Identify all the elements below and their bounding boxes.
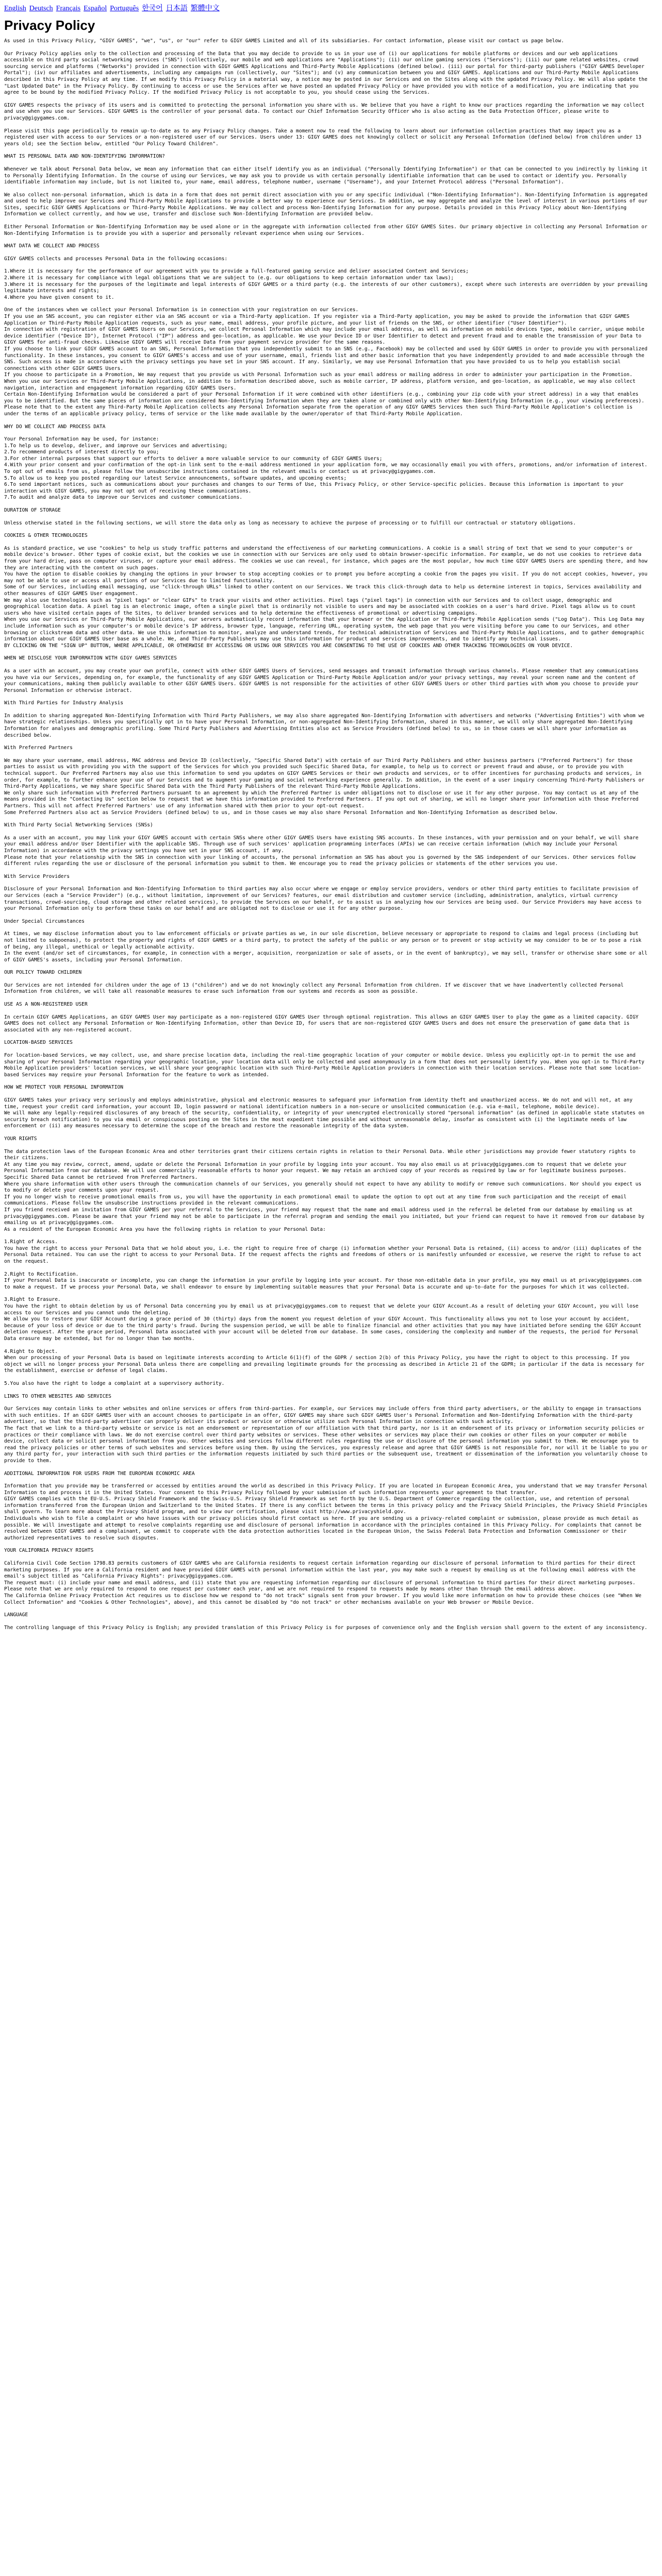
section-heading: USE AS A NON-REGISTERED USER — [4, 1002, 88, 1008]
policy-section — [4, 243, 650, 417]
section-paragraph: At times, we may disclose information about you to law enforcement officials or private parties as we, in our sole discretion, believe necessary or appropriate to respond to claims and legal process (including but not limited to subpoenas), to protect the property and rights of GIGY GAMES or a third party, to protect the safety of the public or any person or to prevent or stop activity we may consider to be or to pose a risk of being, any illegal, unethical or legally actionable activity. In the event (and/or set of circumstances, for example, in connection with a merger, acquisition, reorganization or sale of assets, or in the event of bankruptcy), we may sell, transfer or otherwise share some or all of GIGY GAMES's assets, including your Personal Information. — [4, 931, 648, 963]
section-heading: YOUR CALIFORNIA PRIVACY RIGHTS — [4, 1548, 94, 1554]
section-paragraph: As used in this Privacy Policy, "GIGY GAMES", "we", "us", or "our" refer to GIGY GAMES Limited and all of its subsidiaries. For contact information, please visit our contact us page below. — [4, 38, 564, 44]
policy-section — [4, 1471, 650, 1542]
section-heading: HOW WE PROTECT YOUR PERSONAL INFORMATION — [4, 1084, 124, 1091]
section-paragraph: The controlling language of this Privacy Policy is English; any provided translation of this Privacy Policy is for purposes of convenience only and the English version shall govern to the extent of any inconsistency. — [4, 1624, 648, 1631]
language-selector — [4, 4, 650, 13]
section-heading: With Third Party Social Networking Services (SNSs) — [4, 822, 153, 828]
section-heading: LOCATION-BASED SERVICES — [4, 1040, 73, 1046]
policy-section — [4, 507, 650, 527]
language-link[interactable]: 日本語 — [166, 5, 188, 12]
policy-section — [4, 1612, 650, 1631]
section-heading: COOKIES & OTHER TECHNOLOGIES — [4, 533, 88, 539]
section-paragraph: Your Personal Information may be used, for instance: 1.To help us to develop, deliver, and improve our Services and advertising; 2.To recommend products of interest directly to you; 3.For other internal purposes that support our efforts to deliver a more valuable service to our community of GIGY GAMES Users; 4.With your prior consent and your confirmation of the opt-in link sent to the e-mail address mentioned in your application form, we may occasionally email you with offers, promotions, and/or information of interest. To opt out of emails from us, please follow the unsubscribe instructions contained in the relevant emails or contact us at privacy@gigygames.com. 5.To allow us to keep you posted regarding our latest Service announcements, software updates, and upcoming events; 6.To send important notices, such as communications about your purchases and changes to our Terms of Use, this Privacy Policy, or other Service-specific policies. Because this information is important to your interaction with GIGY GAMES, you may not opt out of receiving these communications. 7.To audit and analyze data to improve our Services and customer communications. — [4, 436, 648, 501]
section-paragraph: As is standard practice, we use "cookies" to help us study traffic patterns and understand the effectiveness of our marketing communications. A cookie is a small string of text that we send to your computer's or mobile device's browser. Other types of cookie exist, but the cookies we use in connection with our Services are only used to obtain browser-specific information. For example, we do not use cookies to retrieve data from your hard drive, pass on computer viruses, or capture your email address. The cookies we use can reveal, for instance, which pages are the most popular, how much time GIGY GAMES Users are spending there, and how they are interacting with the content on such pages. You have the option to disable cookies by changing the options in your browser to stop accepting cookies or to prompt you before accepting a cookie from the pages you visit. If you do not accept cookies, however, you may not be able to use or access all portions of our Services due to limited functionality. Some of our Services, including email messaging, use "click-through URLs" linked to other content on our Services. We track this click-through data to help us determine interest in topics, Services availability and other measures of GIGY GAMES User engagement. We may also use technologies such as "pixel tags" or "clear GIFs" to track your visits and other activities. Pixel tags ("pixel tags") in connection with our Services and to collect usage, demographic and geographical location data. A pixel tag is an electronic image, often a single pixel that is ordinarily not visible to users and may be associated with cookies on a user's hard drive. Pixel tags allow us to count users who have visited certain pages of the Sites, to deliver branded services and to help determine the effectiveness of promotional or advertising campaigns. When you use our Services or Third-Party Mobile Applications, our servers automatically record information that your browser or the Application or Third-Party Mobile Application sends ("Log Data"). This Log Data may include information such as your computer's or mobile device's IP address, browser type, language, referring URL, operating system, the web page that you were visiting before you came to our Services, and other browsing or clickstream data and other data. We use this information to monitor, analyze and understand trends, for technical administration of Services and Third-Party Mobile Applications, and to gather demographic information about our GIGY GAMES User base as a whole. We, and Third-Party Publishers may use this information for product and services improvements, and to identify any technical issues. BY CLICKING ON THE "SIGN UP" BUTTON, WHERE APPLICABLE, OR OTHERWISE BY ACCESSING OR USING OUR SERVICES YOU ARE CONSENTING TO THE USE OF COOKIES AND OTHER TRACKING TECHNOLOGIES ON YOUR DEVICE. — [4, 545, 648, 649]
section-paragraph: One of the instances when we collect your Personal Information is in connection with your registration on our Services. If you use an SNS account, you can register either via an SNS account or via a Third-Party application. If you register via a Third-Party application, you may be asked to provide the information that GIGY GAMES Application or Third-Party Mobile Application requests, such as your name, email address, your profile picture, and your list of friends on the SNS, or other identifier ("User Identifier"). In connection with registration of GIGY GAMES Users on our Services, we collect Personal Information which may include your email address, as well as information on mobile devices type, mobile carrier, unique mobile device identifier ("Device ID"), Internet Protocol ("IP") address and geo-location, as applicable. We use your Device ID or User Identifier to detect and prevent fraud and to enable the transmission of your Data to GIGY GAMES for anti-fraud checks. Likewise GIGY GAMES will receive Data from your payment service provider for the same reasons. If you choose to link your GIGY GAMES account to an SNS, Personal Information that you independently submit to an SNS (e.g., Facebook) may be collected and used by GIGY GAMES in order to provide you with personalized functionality. In these instances, you consent to GIGY GAMES's access and use of your username, email, friends list and other basic information that you have independently provided to and made accessible through the SNS. Such access is made in accordance with the privacy settings you have set in your SNS account. If any. Similarly, we may use Personal Information that you have provided to us to help you establish social connections with other GIGY GAMES Users. If you choose to participate in a Promotion, We may request that you provide us with Personal Information such as your email address or mailing address in order to administer your participation in the Promotion. When you use our Services or Third-Party Mobile Applications, in addition to information described above, such as mobile carrier, IP address, platform version, and geo-location, as applicable, we may also collect navigation, interaction and engagement information regarding GIGY GAMES Users. Certain Non-Identifying Information would be considered a part of your Personal Information if it were combined with other identifiers (e.g., combining your zip code with your street address) in a way that enables you to be identified. But the same pieces of information are considered Non-Identifying Information when they are taken alone or combined only with other Non-Identifying Information (e.g., your viewing preferences). Please note that to the extent any Third-Party Mobile Application collects any Personal Information separate from the operation of any GIGY GAMES Services then such Third-Party Mobile Application's collection is under the terms of an applicable privacy policy, terms of service or the like made available by the owner/operator of that Third-Party Mobile Application. — [4, 307, 648, 417]
section-paragraph: Our Services are not intended for children under the age of 13 ("children") and we do not knowingly collect any Personal Information from children. If we discover that we have inadvertently collected Personal Information from children, we will take all reasonable measures to erase such information from our systems and records as soon as possible. — [4, 982, 627, 995]
policy-section — [4, 1548, 650, 1606]
section-heading: LANGUAGE — [4, 1612, 28, 1618]
policy-content — [4, 38, 650, 1631]
section-heading: OUR POLICY TOWARD CHILDREN — [4, 970, 82, 976]
section-paragraph: Unless otherwise stated in the following sections, we will store the data only as long as necessary to achieve the purpose of processing or to fulfill our contractual or statutory obligations. — [4, 520, 576, 526]
section-heading: YOUR RIGHTS — [4, 1136, 37, 1142]
section-paragraph: As a user with an account, you may create your own profile, connect with other GIGY GAMES Users of Services, send messages and transmit information through various channels. Please remember that any communications you have via our Services, depending on, for example, the functionality of any GIGY GAMES Application or Third-Party Mobile Application and/or your privacy settings, may reveal your screen name and the content of your communications, making them publicly available to other GIGY GAMES Users. GIGY GAMES is not responsible for the activities of other GIGY GAMES Users or other third parties with whom you choose to provide your Personal Information or otherwise interact. — [4, 668, 642, 693]
section-heading: DURATION OF STORAGE — [4, 507, 61, 514]
section-paragraph: 1.Right of Access. You have the right to access your Personal Data that we hold about you, i.e. the right to require free of charge (i) information whether your Personal Data is retained, (ii) access to and/or (iii) duplicates of the Personal Data retained. You can use the right to access to your Personal Data. If the request affects the rights and freedoms of others or is manifestly unfounded or excessive, we reserve the right to refuse to act on the request. — [4, 1239, 642, 1265]
language-link[interactable]: Español — [84, 5, 107, 12]
section-heading: ADDITIONAL INFORMATION FOR USERS FROM THE EUROPEAN ECONOMIC AREA — [4, 1470, 195, 1477]
section-paragraph: Disclosure of your Personal Information and Non-Identifying Information to third parties may also occur where we engage or employ service providers, vendors or other third party entities to facilitate provision of our Services (each a "Service Provider") (e.g., without limitation, improvement of our Services? features, our email distribution and customer service (including, administration, analytics, virtual currency transactions, crowd-sourcing, cloud storage and other related services), to provide the Services on our behalf, or to assist us in analyzing how our Services are being used. Our Service Providers may have access to your Personal Information only to perform these tasks on our behalf and are obligated not to disclose or use it for any other purpose. — [4, 886, 644, 912]
section-paragraph: Information that you provide may be transferred or accessed by entities around the world as described in this Privacy Policy. If you are located in European Economic Area, you understand that we may transfer Personal Information to and process it in the United States. Your consent to this Privacy Policy followed by your submission of such information represents your agreement to that transfer. GIGY GAMES complies with the EU-U.S. Privacy Shield Framework and the Swiss-U.S. Privacy Shield Framework as set forth by the U.S. Department of Commerce regarding the collection, use, and retention of personal information transferred from the European Union and Switzerland to the United States. If there is any conflict between the terms in this privacy policy and the Privacy Shield Principles, the Privacy Shield Principles shall govern. To learn more about the Privacy Shield program, and to view our certification, please visit http://www.privacyshield.gov. Individuals who wish to file a complaint or who have issues with our privacy policies should first contact us here. If you are sending us a privacy-related complaint or submission, please provide as much detail as possible. We will investigate and attempt to resolve complaints regarding use and disclosure of personal information in accordance with the principles contained in this Privacy Policy. For complaints that cannot be resolved between GIGY GAMES and a complainant, we commit to cooperate with the data protection authorities located in the European Union, the Swiss Federal Data Protection and Information Commissioner or their authorized representatives to resolve such disputes. — [4, 1483, 648, 1541]
section-paragraph: Please visit this page periodically to remain up-to-date as to any Privacy Policy changes. Take a moment now to read the following to learn about our information collection practices that may impact you as a registered user with access to our Services or a non-registered user of our Services. Users under 13: GIGY GAMES does not knowingly collect or solicit any Personal Information (defined below) from children under 13 years old; see the Section below, entitled "Our Policy Toward Children". — [4, 128, 644, 147]
section-paragraph: 2.Right to Rectification. If your Personal Data is inaccurate or incomplete, you can change the information in your profile by logging into your account. For those non-editable data in your profile, you may email us at privacy@gigygames.com to make a request. If we process your Personal Data, we shall endeavor to ensure by implementing suitable measures that your Personal Data is accurate and up-to-date for the purposes for which it was collected. — [4, 1271, 642, 1290]
section-paragraph: Either Personal Information or Non-Identifying Information may be used alone or in the aggregate with information collected from other GIGY GAMES Sites. Our primary objective in collecting any Personal Information or Non-Identifying Information is to provide you with a superior and personally relevant experience when using our Services. — [4, 224, 651, 236]
language-link[interactable]: Português — [110, 5, 139, 12]
section-paragraph: 5.You also have the right to lodge a complaint at a supervisory authority. — [4, 1380, 225, 1386]
section-paragraph: As a user with an account, you may link your GIGY GAMES account with certain SNSs where other GIGY GAMES Users have existing SNS accounts. In these instances, with your permission and on your behalf, we will share your email address and/or User Identifier with the applicable SNS. Through use of such services' application programming interfaces (APIs) we can receive certain information (which may include your Personal Information) in accordance with the privacy settings you have set in your SNS account, if any. Please note that your relationship with the SNS in connection with your linking of accounts, the personal information an SNS has about you is governed by the SNS independent of our Services. Other services follow different rules regarding the use or disclosure of the personal information you submit to them. We encourage you to read the privacy policies or statements of the other services you use. — [4, 835, 639, 867]
language-link[interactable]: Deutsch — [29, 5, 53, 12]
section-heading: With Preferred Partners — [4, 745, 73, 751]
section-paragraph: California Civil Code Section 1798.83 permits customers of GIGY GAMES who are California residents to request certain information regarding our disclosure of personal information to third parties for their direct marketing purposes. If you are a California resident and have provided GIGY GAMES with personal information within the last year, you may make such a request by emailing us at the following email address with the email's subject titled as "California Privacy Rights": privacy@gigygames.com. The request must: (i) include your name and email address, and (ii) state that you are requesting information regarding our disclosure of personal information to third parties for their direct marketing purposes. Please note that we are only required to respond to one request per customer each year, and we are not required to respond to requests made by means other than through the email address above. The California Online Privacy Protection Act requires us to disclose how we respond to "do not track" signals sent from your browser. If you would like more information on how to provide these choices (see "When We Collect Information" and "Cookies & Other Technologies", above), and this cannot be disabled by "do not track" or other mechanisms available on your Web browser or Mobile Device. — [4, 1561, 642, 1605]
section-paragraph: 1.Where it is necessary for the performance of our agreement with you to provide a full-featured gaming service and deliver associated Content and Services; 2.Where it is necessary for compliance with legal obligations that we are subject to (e.g. our obligations to keep certain information under tax laws); 3.Where it is necessary for the purposes of the legitimate and legal interests of GIGY GAMES or a third party (e.g. the interests of our other customers), except where such interests are overridden by your prevailing legitimate interests and rights; 4.Where you have given consent to it. — [4, 268, 648, 300]
section-paragraph: In certain GIGY GAMES Applications, an GIGY GAMES User may participate as a non-registered GIGY GAMES User through optional registration. This allows an GIGY GAMES User to play the game as a limited capacity. GIGY GAMES does not collect any Personal Information or Non-Identifying Information, other than Device ID, for users that are non-registered GIGY GAMES Users and does not ensure the preservation of game data that is associated with any non-registered account. — [4, 1014, 642, 1033]
section-paragraph: Whenever we talk about Personal Data below, we mean any information that can either itself identify you as an individual ("Personally Identifying Information") or that can be connected to you indirectly by linking it to Personally Identifying Information. In the course of using our Services, we may ask you to provide us with certain personally identifiable information that can be used to contact or identify you. Personally identifiable information may include, but is not limited to, your name, email address, telephone number, username ("Username"), and your Internet Protocol address ("Personal Information"). — [4, 166, 651, 185]
policy-section — [4, 655, 650, 694]
policy-section — [4, 1136, 650, 1387]
page-title: Privacy Policy — [4, 18, 95, 33]
policy-section — [4, 970, 650, 995]
policy-section — [4, 874, 650, 912]
section-heading: WHY DO WE COLLECT AND PROCESS DATA — [4, 423, 106, 430]
policy-section — [4, 1040, 650, 1078]
policy-section — [4, 822, 650, 868]
section-heading: With Third Parties for Industry Analysis — [4, 700, 124, 706]
section-paragraph: We also collect non-personal information, which is data in a form that does not permit direct association with you or any specific individual ("Non-Identifying Information"). Non-Identifying Information is aggregated and used to help improve our Services and Third-Party Mobile Applications to provide a better way to experience our Services. In addition, we may aggregate and analyze the level of interest in various portions of our Sites, specific GIGY GAMES Applications or Third-Party Mobile Applications. We may collect and process Non-Identifying Information for any purpose. Details provided in this Privacy Policy about Non-Identifying Information we collect currently, and how we use, transfer and disclose such Non-Identifying Information are provided below. — [4, 192, 651, 217]
language-link[interactable]: 繁體中文 — [190, 5, 220, 12]
section-heading: LINKS TO OTHER WEBSITES AND SERVICES — [4, 1393, 111, 1399]
section-paragraph: 4.Right to Object. When our processing of your Personal Data is based on legitimate interests according to Article 6(1)(f) of the GDPR / section 2(b) of this Privacy Policy, you have the right to object to this processing. If you object we will no longer process your Personal Data unless there are compelling and prevailing legitimate grounds for the processing as described in Article 21 of the GDPR; in particular if the data is necessary for the establishment, exercise or defense of legal claims. — [4, 1348, 644, 1374]
policy-section — [4, 1394, 650, 1465]
section-heading: WHAT DATA WE COLLECT AND PROCESS — [4, 243, 100, 249]
policy-section — [4, 700, 650, 739]
section-paragraph: We may share your username, email address, MAC address and Device ID (collectively, "Specific Shared Data") with certain of our Third Party Publishers and other business partners ("Preferred Partners") for those parties to assist us with providing you with the support of the Services for which you provided such Specific Shared Data, for example, to help us to correct or prevent fraud and abuse, or to provide you with technical support. Our Preferred Partners may also use this information to send you updates on GIGY GAMES Services or their own products and services, or to offer incentives for purchasing products and services, in order, for example, to further enhance your use of our Services and to augment your gaming and social networking experience generally. In addition, in the event of a user inquiry concerning Third-Party Publishers or Third-Party Applications, we may share Specific Shared Data with the Third Party Publishers of the relevant Third-Party Mobile Applications. We only share such information with Preferred Partners pursuant to an agreement by which the Preferred Partner is under obligations not to disclose or use it for any other purpose. You may contact us at any of the means provided in the "Contacting Us" section below to request that we have this information provided to Preferred Partners. If you opt out of sharing, we will no longer share your information with those Preferred Partners. This will not affect Preferred Partners' use of any information shared with them prior to your opt-out request. Some Preferred Partners also act as Service Providers (defined below) to us, and in those cases we may also share Personal Information and Non-Identifying Information as described below. — [4, 757, 644, 816]
section-paragraph: Our Privacy Policy applies only to the collection and processing of the Data that you may decide to provide to us in your use of (i) our applications for mobile platforms or devices and our web applications accessible on third party social networking services ("SNS") (collectively, our mobile and web applications are "Applications"); (ii) our online gaming services ("Services"); (iii) our game related websites, crowd sourcing service and platforms ("Networks") provided in connection with GIGY GAMES Applications and Third-Party Mobile Applications (defined below). (iii) our portal for third-party publishers ("GIGY GAMES Developer Portal"); (iv) our affiliates and advertisements, including any campaigns run (collectively, our "Sites"); and (v) any communication between you and GIGY GAMES. Applications and our Third-Party Mobile Applications described in this Privacy Policy at any time. If we modify this Privacy Policy in a material way, a notice may be posted in our Services and on the Sites along with the updated Privacy Policy. We will also update the "Last Updated Date" in the Privacy Policy. By continuing to access or use the Services after we have posted an updated Privacy Policy or have provided you with notice of a modification, you are indicating that you agree to be bound by the modified Privacy Policy. If the modified Privacy Policy is not acceptable to you, you should cease using the Services. — [4, 50, 651, 96]
policy-section — [4, 919, 650, 964]
policy-section — [4, 533, 650, 649]
language-link[interactable]: 한국어 — [142, 5, 163, 12]
policy-section — [4, 154, 650, 237]
language-link[interactable]: English — [4, 5, 26, 12]
policy-section — [4, 745, 650, 816]
section-paragraph: In addition to sharing aggregated Non-Identifying Information with Third Party Publishers, we may also share aggregated Non-Identifying Information with advertisers and networks ("Advertising Entities") with whom we have strategic relationships. Unless you specifically opt in to have your Personal Information, or non-aggregated Non-Identifying Information, shared in this manner, we will only share aggregated Non-Identifying Information for analyses and demographic profiling. Some Third Party Publishers and Advertising Entities also act as Service Providers (defined below) to us, so in those cases we will share your information as described below. — [4, 713, 648, 738]
section-paragraph: For location-based Services, we may collect, use, and share precise location data, including the real-time geographic location of your computer or mobile device. Unless you explicitly opt-in to permit the use and sharing of your Personal Information regarding your geographic location, your location data will only be collected and used anonymously in a form that does not personally identify you. When you opt-in to Third-Party Mobile Application providers' location services, we will share your geographic location with such Third-Party Mobile Application providers in connection with their location services. Please note that some location-based Services may require your Personal Information for the feature to work as intended. — [4, 1053, 648, 1078]
section-paragraph: GIGY GAMES respects the privacy of its users and is committed to protecting the personal information you share with us. We believe that you have a right to know our practices regarding the information we may collect and use when you use our Services. GIGY GAMES is the controller of your personal data. To contact our Chief Information Security Officer who is also acting as the Data Protection Officer, please write to privacy@gigygames.com. — [4, 102, 648, 121]
section-paragraph: 3.Right to Erasure. You have the right to obtain deletion by us of Personal Data concerning you by email us at privacy@gigygames.com to request that we delete your GIGY Account.As a result of deleting your GIGY Account, you will lose access to our Services and you cannot undo the deleting. We allow you to restore your GIGY Account during a grace period of 30 (thirty) days from the moment you request deletion of your GIGY Account. This functionality allows you not to lose your account by accident, because of your loss of device or due to the third party's fraud. During the suspension period, we will be able to finalize financial and other activities that you may have initiated before sending the GIGY Account deletion request. After the grace period, Personal Data associated with your account will be deleted from our database. In some cases, considering the complexity and number of the requests, the period for Personal Data erasure may be extended, but for no longer than two months. — [4, 1297, 642, 1342]
policy-section — [4, 1002, 650, 1033]
language-link[interactable]: Français — [56, 5, 81, 12]
section-heading: WHAT IS PERSONAL DATA AND NON-IDENTIFYING INFORMATION? — [4, 154, 165, 160]
policy-section — [4, 1084, 650, 1130]
section-paragraph: Our Services may contain links to other websites and online services or offers from third-parties. For example, our Services may include offers from third party advertisers, or the ability to engage in transactions with such entities. If an GIGY GAMES User with an account chooses to participate in an offer, GIGY GAMES may share such GIGY GAMES User's Personal Information and Non-Identifying Information with the third-party advertiser, so that the third-party advertiser can properly deliver its product or service or otherwise utilize such Personal Information in connection with such activity. The fact that we link to a third-party website or service is not an endorsement or representation of our affiliation with that third party, nor is it an endorsement of its privacy or information security policies or practices or their compliance with laws. We do not exercise control over third party websites or services. These other websites or services may place their own cookies or other files on your computer or mobile device, collect data or solicit personal information from you. Other websites and services follow different rules regarding the use or disclosure of the personal information you submit to them. We encourage you to read the privacy policies or other terms of such websites and services before using them. By using the Services, you expressly release and agree that GIGY GAMES is not responsible for, nor will it be liable to you or any third party for, your interaction with such third parties or the information requests initiated by such third parties or the subsequent use, treatment or dissemination of the information you voluntarily choose to provide to them. — [4, 1406, 648, 1464]
policy-section — [4, 38, 650, 147]
section-heading: WHEN WE DISCLOSE YOUR INFORMATION WITH GIGY GAMES SERVICES — [4, 655, 177, 662]
policy-section — [4, 424, 650, 502]
section-heading: With Service Providers — [4, 873, 70, 879]
section-paragraph: GIGY GAMES takes your privacy very seriously and employs administrative, physical and electronic measures to safeguard your information from identity theft and unauthorized access. We do not and will not, at any time, request your credit card information, your account ID, login password or national identification numbers in a non-secure or unsolicited communication (e.g. via e-mail, telephone, mobile device). We will make any legally-required disclosures of any breach of the security, confidentiality, or integrity of your unencrypted electronically stored "personal information" (as defined in applicable state statutes on security breach notification) to you via email or conspicuous posting on the Sites in the most expedient time possible and without unreasonable delay, insofar as consistent with (i) the legitimate needs of law enforcement or (ii) any measures necessary to determine the scope of the breach and restore the reasonable integrity of the data system. — [4, 1097, 644, 1129]
section-paragraph: GIGY GAMES collects and processes Personal Data in the following occasions: — [4, 256, 228, 262]
section-paragraph: The data protection laws of the European Economic Area and other territories grant their citizens certain rights in relation to their Personal Data. While other jurisdictions may provide fewer statutory rights to their citizens. At any time you may review, correct, amend, update or delete the Personal Information in your profile by logging into your account. You may also email us at privacy@gigygames.com to request that we delete your Personal Information from our database. We will use commercially reasonable efforts to honor your request. We may retain an archived copy of your records as required by law or for legitimate business purposes. Specific Shared Data cannot be retrieved from Preferred Partners. Where you share information with other users through the communication channels of our Services, you generally should not expect to have any ability to modify or remove such communications. Nor should you expect us to modify or delete your comments upon your request. If you no longer wish to receive promotional emails from us, you will have the opportunity in each promotional email to update the option to opt out at any time from such participation and the receipt of email communications. Please follow the unsubscribe instructions provided in the relevant communications. If you friend received an invitation from GIGY GAMES per your referral to the Services, your friend may request that the name and email address used in the referral be deleted from our database by emailing us at privacy@gigygames.com. Please be aware that your friend may not be able to participate in the referral program and sending the email you initiated, but your friend can request to have it removed from our database by emailing us at privacy@gigygames.com. As a resident of the European Economic Area you have the following rights in relation to your Personal Data: — [4, 1148, 644, 1232]
section-heading: Under Special Circumstances — [4, 918, 85, 924]
page-footer-space — [4, 1637, 650, 1645]
